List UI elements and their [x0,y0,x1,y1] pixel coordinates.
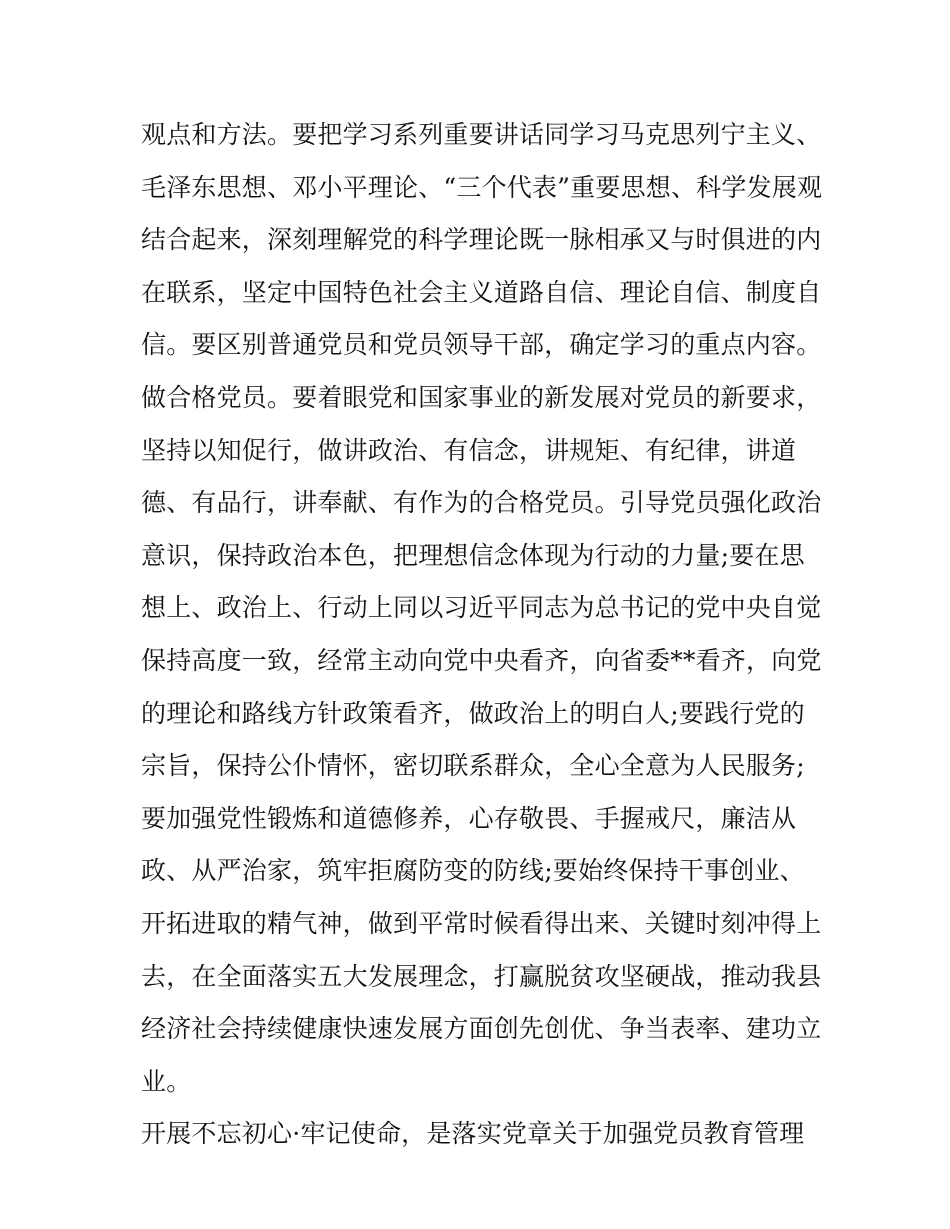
text-line: 做合格党员。要着眼党和国家事业的新发展对党员的新要求， [141,382,822,412]
text-line: 德、有品行，讲奉献、有作为的合格党员。引导党员强化政治 [141,488,822,518]
text-line: 意识，保持政治本色，把理想信念体现为行动的力量;要在思 [141,540,805,570]
text-line: 开拓进取的精气神，做到平常时候看得出来、关键时刻冲得上 [141,908,822,938]
text-line: 要加强党性锻炼和道德修养，心存敬畏、手握戒尺，廉洁从 [141,803,797,833]
text-line: 业。 [141,1066,192,1096]
text-line: 毛泽东思想、邓小平理论、“三个代表”重要思想、科学发展观 [141,172,823,202]
text-line: 经济社会持续健康快速发展方面创先创优、争当表率、建功立 [141,1014,822,1044]
text-line: 坚持以知促行，做讲政治、有信念，讲规矩、有纪律，讲道 [141,435,797,465]
text-line: 观点和方法。要把学习系列重要讲话同学习马克思列宁主义、 [141,120,822,149]
text-line: 保持高度一致，经常主动向党中央看齐，向省委**看齐，向党 [141,645,822,675]
text-line: 想上、政治上、行动上同以习近平同志为总书记的党中央自觉 [141,593,822,623]
text-line: 去，在全面落实五大发展理念，打赢脱贫攻坚硬战，推动我县 [141,961,822,991]
text-line: 在联系，坚定中国特色社会主义道路自信、理论自信、制度自 [141,277,822,307]
text-line: 政、从严治家，筑牢拒腐防变的防线;要始终保持干事创业、 [141,856,805,886]
text-line: 信。要区别普通党员和党员领导干部，确定学习的重点内容。 [141,330,822,360]
text-line: 的理论和路线方针政策看齐，做政治上的明白人;要践行党的 [141,698,805,728]
text-line: 宗旨，保持公仆情怀，密切联系群众，全心全意为人民服务; [141,751,805,781]
body-text [141,109,821,1161]
text-line: 开展不忘初心·牢记使命，是落实党章关于加强党员教育管理 [141,1119,805,1149]
text-line: 结合起来，深刻理解党的科学理论既一脉相承又与时俱进的内 [141,225,822,255]
